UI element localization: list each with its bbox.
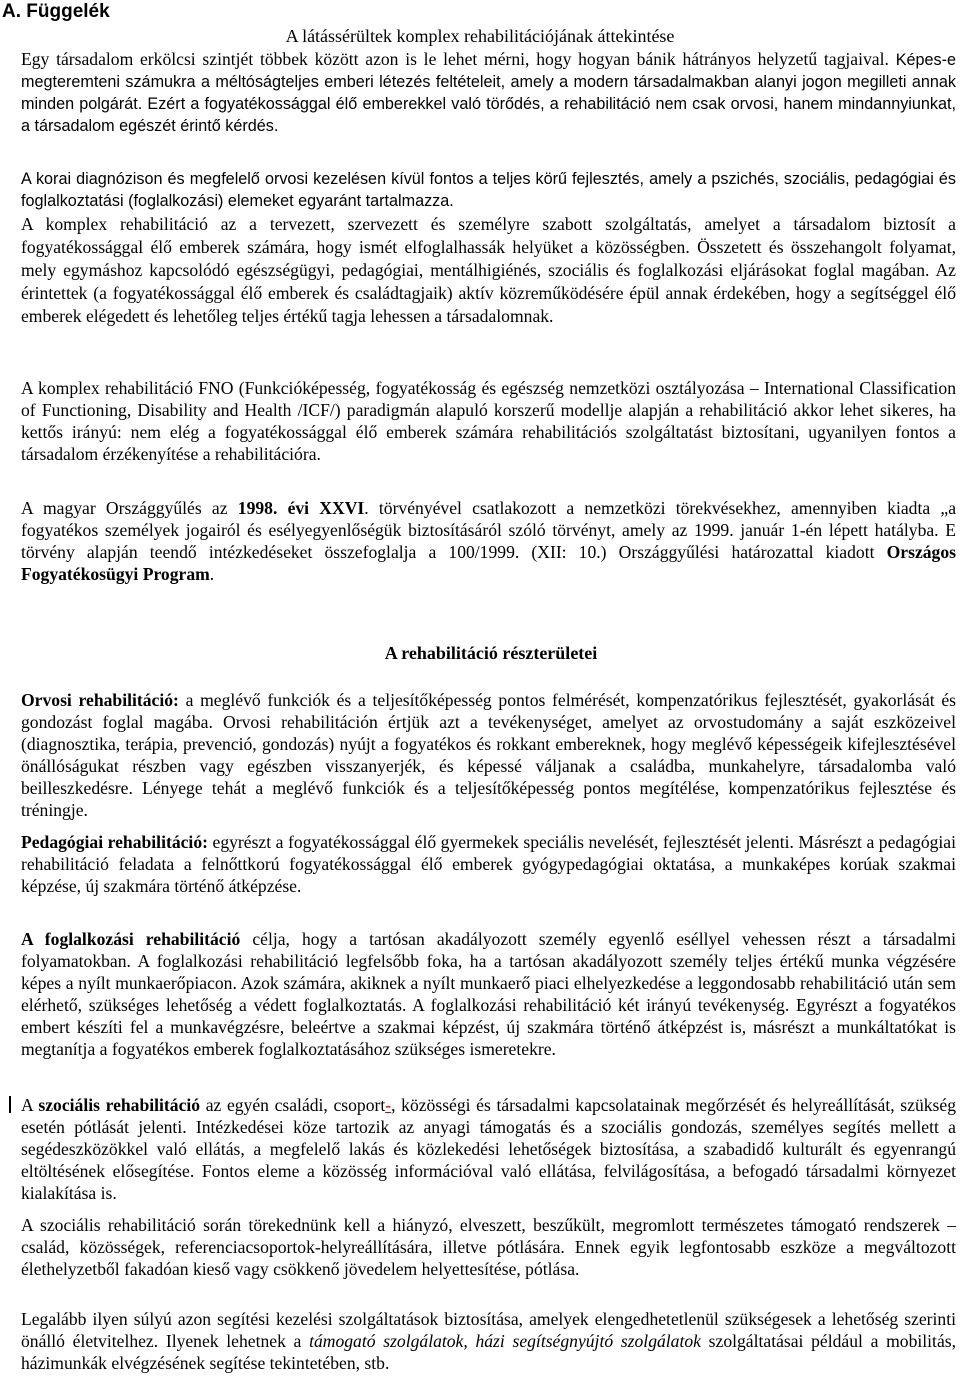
- social-rehab-paragraph: [21, 1094, 956, 1204]
- law-reference: 1998. évi XXVI: [237, 498, 365, 518]
- pedagogical-rehab-paragraph: [21, 831, 956, 897]
- section-title: A rehabilitáció részterületei: [384, 643, 598, 663]
- intro-paragraph-4: A komplex rehabilitáció FNO (Funkcióképesség, fogyatékosság és egészség nemzetközi osztályozása – International Classification of Functioning, Disability and Health /ICF/) paradigmán alapuló korszerű modellje alapján a rehabilitáció akkor lehet sikeres, ha kettős irányú: nem elég a fogyatékossággal élő emberek számára rehabilitációs szolgáltatást biztosítani, ugyanilyen fontos a társadalom érzékenyítése a rehabilitációra.: [21, 378, 956, 464]
- intro-paragraph-1: [21, 48, 956, 137]
- document-subtitle: A látássérültek komplex rehabilitációjának áttekintése: [285, 26, 675, 46]
- social-rehab-label: szociális rehabilitáció: [38, 1095, 201, 1115]
- intro-paragraph-2: A korai diagnózison és megfelelő orvosi kezelésen kívül fontos a teljes körű fejlesztés, amely a pszichés, szociális, pedagógiai és foglalkoztatási (foglalkozási) elemeket egyaránt tartalmazza.: [21, 170, 956, 210]
- tracked-insertion-mark: -: [385, 1095, 392, 1115]
- occupational-rehab-paragraph: [21, 928, 956, 1060]
- occupational-rehab-text-b: A foglalkozási rehabilitáció legfelsőbb foka, ha a tartósan akadályozott személy teljes értékű munka végzésére képes a nyílt munkaerőpiacon. Azok számára, akiknek a nyílt munkaerő piaci elhelyezkedése a leggondosabb rehabilitáció után sem elérhető, szükséges lehetőség a védett foglalkoztatás. A foglalkozási rehabilitáció két irányú tevékenység. Egyrészt a fogyatékos embert készíti fel a munkavégzésre, beleértve a szakmai képzést, új szakmára történő átképzést is, másrészt a munkáltatókat is megtanítja a fogyatékos emberek foglalkoztatásához szükséges ismeretekre.: [21, 951, 956, 1059]
- pedagogical-rehab-text-a: egyrészt a fogyatékossággal élő gyermekek speciális nevelését, fejlesztését jelenti.: [207, 832, 794, 852]
- intro-paragraph-3-part-2: Az érintettek (a fogyatékossággal élő emberek és családtagjaik) aktív közreműködésére épül annak érdekében, hogy a segítséggel élő emberek elégedett és lehetőleg teljes értékű tagja lehessen a társadalomnak.: [21, 260, 956, 326]
- social-rehab-p3-text-b: szolgáltatásai például a mobilitás, házimunkák elvégzésének segítése tekintetében, stb.: [21, 1331, 956, 1373]
- intro-paragraph-3: [21, 213, 956, 328]
- law-end-text: .: [209, 564, 215, 584]
- revision-change-bar: [9, 1096, 11, 1113]
- medical-rehab-label: Orvosi rehabilitáció:: [21, 690, 179, 710]
- social-rehab-paragraph-2: A szociális rehabilitáció során törekednünk kell a hiányzó, elveszett, beszűkült, megromlott természetes támogató rendszerek –család, közösségek, referenciacsoportok-helyreállítására, illetve pótlására. Ennek egyik legfontosabb eszköze a megváltozott élethelyzetből fakadóan kieső vagy csökkenő jövedelem helyettesítése, pótlása.: [21, 1215, 956, 1279]
- intro-paragraph-5: [21, 497, 956, 585]
- law-description-text: . törvényével csatlakozott a nemzetközi törekvésekhez, amennyiben kiadta „a fogyatékos személyek jogairól és esélyegyenlőségük biztosításáról szóló törvényt, amely az 1999. január 1-én lépett hatályba. E törvény alapján teendő intézkedéseket összefoglalja a 100/1999. (XII: 10.) Országgyűlési határozattal kiadott: [21, 498, 957, 562]
- medical-rehab-text-b: Orvosi rehabilitáción értjük azt a tevékenységet, amelyet az orvostudomány a saját eszközeivel (diagnosztika, terápia, prevenció, gondozás) nyújt a fogyatékos és rokkant embereknek, hogy meglévő képességeik kifejlesztésével önállóságukat részben vagy egészben visszanyerjék, és képessé váljanak a családba, munkahelyre, társadalomba való beilleszkedésre. Lényege tehát a meglévő funkciók és a teljesítőképesség pontos megítélése, kompenzatórikus fejlesztése és tréningje.: [21, 712, 956, 820]
- pedagogical-rehab-label: Pedagógiai rehabilitáció:: [21, 832, 208, 852]
- social-rehab-text-a: az egyén családi, csoport: [200, 1095, 386, 1115]
- social-rehab-text-c: Intézkedései köze tartozik az anyagi támogatás és a szociális gondozás, személyes segítés mellett a segédeszközökkel való ellátás, a megfelelő lakás és közlekedési lehetőségek biztosítása, a szabadidő kulturált és egyenrangú eltöltésének elősegítése. Fontos eleme a közösség információval való ellátása, felvilágosítása, a befogadó társadalmi környezet kialakítása is.: [21, 1117, 956, 1203]
- social-rehab-prefix: A: [21, 1095, 39, 1115]
- law-intro-text: A magyar Országgyűlés az: [21, 498, 238, 518]
- appendix-heading: A. Függelék: [2, 1, 110, 22]
- program-name: Országos Fogyatékosügyi Program: [21, 542, 956, 584]
- medical-rehab-text-a: a meglévő funkciók és a teljesítőképesség pontos felmérését, kompenzatórikus fejlesztését, gyakorlását és gondozást foglal magába.: [21, 690, 956, 732]
- occupational-rehab-text-a: célja, hogy a tartósan akadályozott személy egyenlő eséllyel vehessen részt a társadalmi folyamatokban.: [21, 929, 956, 971]
- pedagogical-rehab-text-b: Másrészt a pedagógiai rehabilitáció feladata a felnőttkorú fogyatékossággal élő emberek gyógypedagógiai oktatása, a munkaképes korúak szakmai képzése, új szakmára történő átképzése.: [21, 832, 956, 896]
- support-services-italic: támogató szolgálatok, házi segítségnyújtó szolgálatok: [309, 1331, 701, 1351]
- social-rehab-paragraph-3: [21, 1308, 956, 1374]
- medical-rehab-paragraph: [21, 689, 956, 821]
- occupational-rehab-label: A foglalkozási rehabilitáció: [21, 929, 241, 949]
- social-rehab-p3-text-a: Legalább ilyen súlyú azon segítési kezelési szolgáltatások biztosítása, amelyek elengedhetetlenül szükségesek a lehetőség szerinti önálló életvitelhez. Ilyenek lehetnek a: [21, 1309, 956, 1351]
- intro-sentence-1: Egy társadalom erkölcsi szintjét többek között azon is le lehet mérni, hogy hogyan bánik hátrányos helyzetű tagjaival.: [21, 49, 889, 69]
- intro-paragraph-3-part-1: A komplex rehabilitáció az a tervezett, szervezett és személyre szabott szolgáltatás, amelyet a társadalom biztosít a fogyatékossággal élő emberek számára, hogy ismét elfoglalhassák helyüket a közösségben. Összetett és összehangolt folyamat, mely egymáshoz kapcsolódó egészségügyi, pedagógiai, mentálhigiénés, szociális és foglalkozási eljárásokat foglal magában.: [21, 214, 956, 280]
- intro-sentence-2: Képes-e megteremteni számukra a méltóságteljes emberi létezés feltételeit, amely a modern társadalmakban alanyi jogon megilleti annak minden polgárát. Ezért a fogyatékossággal élő emberekkel való törődés, a rehabilitáció nem csak orvosi, hanem mindannyiunkat, a társadalom egészét érintő kérdés.: [21, 51, 956, 135]
- social-rehab-text-b: , közösségi és társadalmi kapcsolatainak megőrzését és helyreállítását, szükség esetén pótlását jelenti.: [21, 1095, 956, 1137]
